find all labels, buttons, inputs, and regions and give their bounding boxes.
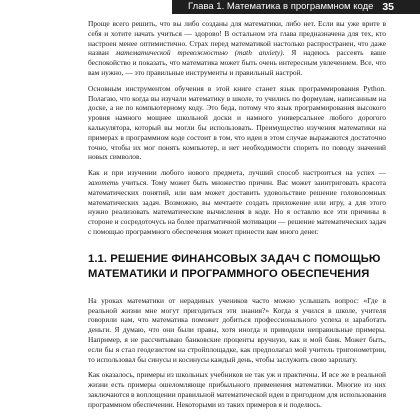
- paragraph-1-text-a: Проще всего решить, что вы либо созданы для математики, либо нет. Если вы уже врите в себя и хотите начать учиться — здорово! В остальном эта глава предназначена для тех, кто настроен менее оптимистично. Страх перед математикой настолько распространен, что даже назван: [88, 19, 386, 58]
- paragraph-1-text-c: . Я надеюсь рассеять ваше беспокойство и показать, что математика может быть очень интересным увлечением. Все, что вам нужно, — это правильные инструменты и правильный настрой.: [88, 48, 387, 77]
- paragraph-1: [88, 19, 386, 78]
- paragraph-3-text-c: учиться. Тому может быть множество причин. Вас может заинтриговать красота математических понятий, или вам может доставить удовольствие решение головоломных математических задач. Возможно, вы мечтаете создать приложение или игру, а для этого нужно реализовать математические вычисления в коде. Но я оставлю все эти причины в стороне и сосредоточусь на более прагматичной мотивации — решение математических задач с помощью программного обеспечения может принести вам много денег.: [88, 177, 386, 236]
- running-header: [172, 0, 420, 14]
- paragraph-1-emphasis: математической тревожностью (math anxiety): [115, 48, 283, 58]
- paragraph-2-text: Основным инструментом обучения в этой книге станет язык программирования Python. Полагаю, что когда вы изучали математику в школе, то учились по формулам, написанным на доске, а не по компьютерному коду. Это беда, потому что язык программирования высокого уровня намного мощнее школьной доски и намного универсальнее любого дорогого калькулятора, который вы могли бы использовать. Преимущество изучения математики на примерах в программном коде состоит в том, что идеи в этом случае выражаются достаточно точно, чтобы их мог понять компьютер, и нет необходимости спорить по поводу значений новых символов.: [88, 83, 386, 162]
- section-heading: 1.1. РЕШЕНИЕ ФИНАНСОВЫХ ЗАДАЧ С ПОМОЩЬЮ МАТЕМАТИКИ И ПРОГРАММНОГО ОБЕСПЕЧЕНИЯ: [88, 252, 381, 280]
- paragraph-3-text-a: Как и при изучении любого нового предмета, лучший способ настроиться на успех —: [88, 168, 386, 178]
- paragraph-3-emphasis: захотеть: [88, 177, 119, 187]
- page-number: 35: [382, 1, 394, 13]
- page-body: [88, 19, 386, 416]
- paragraph-2: [88, 84, 386, 162]
- section-paragraph-2: Как оказалось, примеры из школьных учебников не так уж и практичны. И все же в реальной жизни есть примеры ошеломляюще прибыльного применения математики. Многие из них заключаются в воплощении правильной математической идеи в пригодном для использования программном обеспечении. Некоторыми из таких примеров я и поделюсь.: [88, 370, 386, 409]
- section-paragraph-1: На уроках математики от нерадивых учеников часто можно услышать вопрос: «Где в реальной жизни мне могут пригодиться эти знания?» Когда я учился в школе, учителя говорили нам, что математика поможет добиться профессионального успеха и заработать деньги. Я думаю, что они были правы, хотя иногда и приводили неправильные примеры. Например, я не рассчитываю банковские проценты вручную, как и мой банк. Может быть, если бы я стал геодезистом на стройплощадке, как предполагал мой учитель тригонометрии, то использовал бы синусы и косинусы каждый день, чтобы заслужить свою зарплату.: [88, 295, 386, 364]
- paragraph-3: [88, 168, 386, 237]
- chapter-title: Глава 1. Математика в программном коде: [188, 1, 374, 12]
